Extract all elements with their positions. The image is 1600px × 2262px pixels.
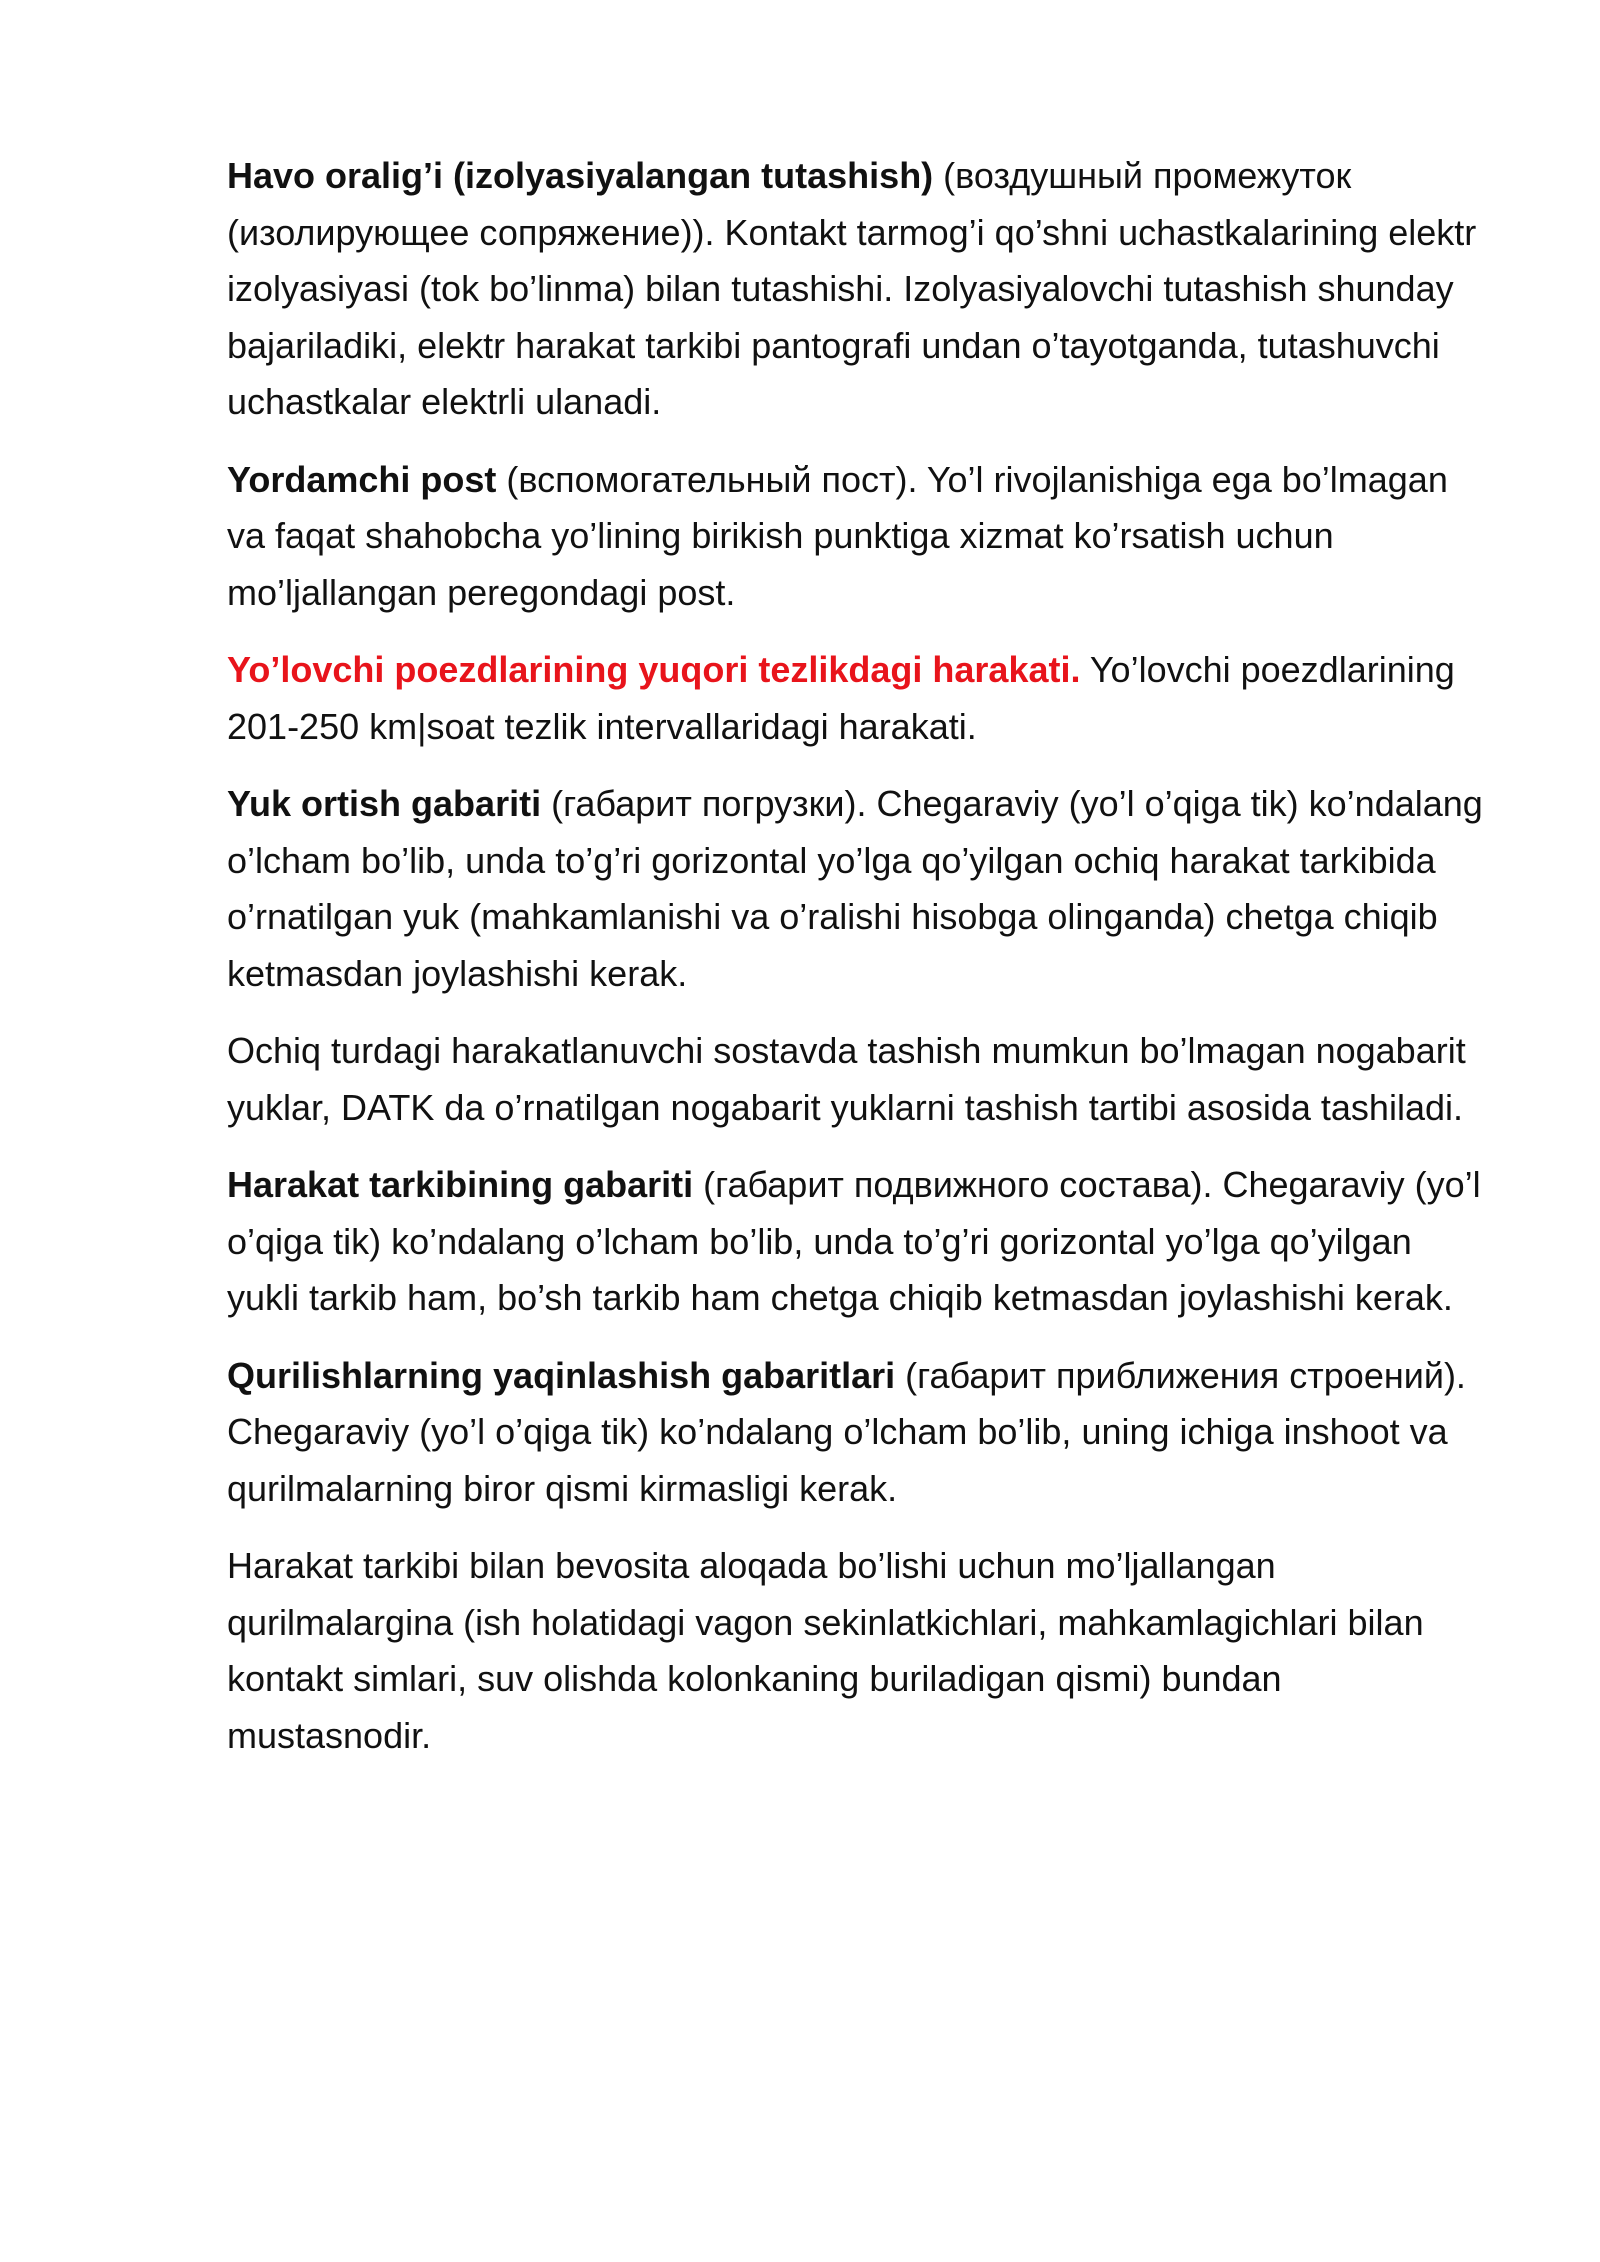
paragraph-nogabarit-yuklar — [227, 1023, 1489, 1136]
paragraph-mustasno — [227, 1538, 1489, 1764]
definition-havo-oraligi — [227, 148, 1489, 431]
definition-text: (воздушный промежуток (изолирующее сопряжение)). Kontakt tarmog’i qo’shni uchastkalarining elektr izolyasiyasi (tok bo’linma) bilan tutashishi. Izolyasiyalovchi tutashish shunday bajariladiki, elektr harakat tarkibi pantografi undan o’tayotganda, tutashuvchi uchastkalar elektrli ulanadi. — [227, 155, 1477, 422]
definition-yuqori-tezlik — [227, 642, 1489, 755]
definition-text: (вспомогательный пост). Yo’l rivojlanishiga ega bo’lmagan va faqat shahobcha yo’lining birikish punktiga xizmat ko’rsatish uchun mo’ljallangan peregondagi post. — [227, 458, 1448, 613]
paragraph-text: Ochiq turdagi harakatlanuvchi sostavda tashish mumkun bo’lmagan nogabarit yuklar, DATK da o’rnatilgan nogabarit yuklarni tashish tartibi asosida tashiladi. — [227, 1030, 1466, 1128]
document-body — [227, 148, 1489, 1785]
term-title: Havo oralig’i (izolyasiyalangan tutashish) — [227, 155, 934, 196]
definition-text: (габарит приближения строений). Chegaraviy (yo’l o’qiga tik) ko’ndalang o’lcham bo’lib, uning ichiga inshoot va qurilmalarning biror qismi kirmasligi kerak. — [227, 1354, 1466, 1509]
term-title: Qurilishlarning yaqinlashish gabaritlari — [227, 1354, 896, 1396]
definition-yaqinlashish-gabaritlari — [227, 1348, 1489, 1518]
term-title-highlighted: Yo’lovchi poezdlarining yuqori tezlikdagi harakati. — [227, 649, 1081, 690]
term-title: Yordamchi post — [227, 458, 497, 500]
definition-text: (габарит погрузки). Chegaraviy (yo’l o’qiga tik) ko’ndalang o’lcham bo’lib, unda to’g’ri gorizontal yo’lga qo’yilgan ochiq harakat tarkibida o’rnatilgan yuk (mahkamlanishi va o’ralishi hisobga olinganda) chetga chiqib ketmasdan joylashishi kerak. — [227, 783, 1483, 994]
definition-text: Yo’lovchi poezdlarining 201-250 km|soat tezlik intervallaridagi harakati. — [227, 649, 1455, 747]
paragraph-text: Harakat tarkibi bilan bevosita aloqada bo’lishi uchun mo’ljallangan qurilmalargina (ish holatidagi vagon sekinlatkichlari, mahkamlagichlari bilan kontakt simlari, suv olishda kolonkaning buriladigan qismi) bundan mustasnodir. — [227, 1545, 1424, 1756]
term-title: Yuk ortish gabariti — [227, 783, 542, 824]
definition-harakat-tarkibi-gabariti — [227, 1157, 1489, 1327]
definition-yordamchi-post — [227, 452, 1489, 622]
definition-yuk-ortish-gabariti — [227, 776, 1489, 1002]
definition-text: (габарит подвижного состава). Chegaraviy (yo’l o’qiga tik) ko’ndalang o’lcham bo’lib, unda to’g’ri gorizontal yo’lga qo’yilgan yukli tarkib ham, bo’sh tarkib ham chetga chiqib ketmasdan joylashishi kerak. — [227, 1164, 1481, 1318]
term-title: Harakat tarkibining gabariti — [227, 1164, 694, 1205]
